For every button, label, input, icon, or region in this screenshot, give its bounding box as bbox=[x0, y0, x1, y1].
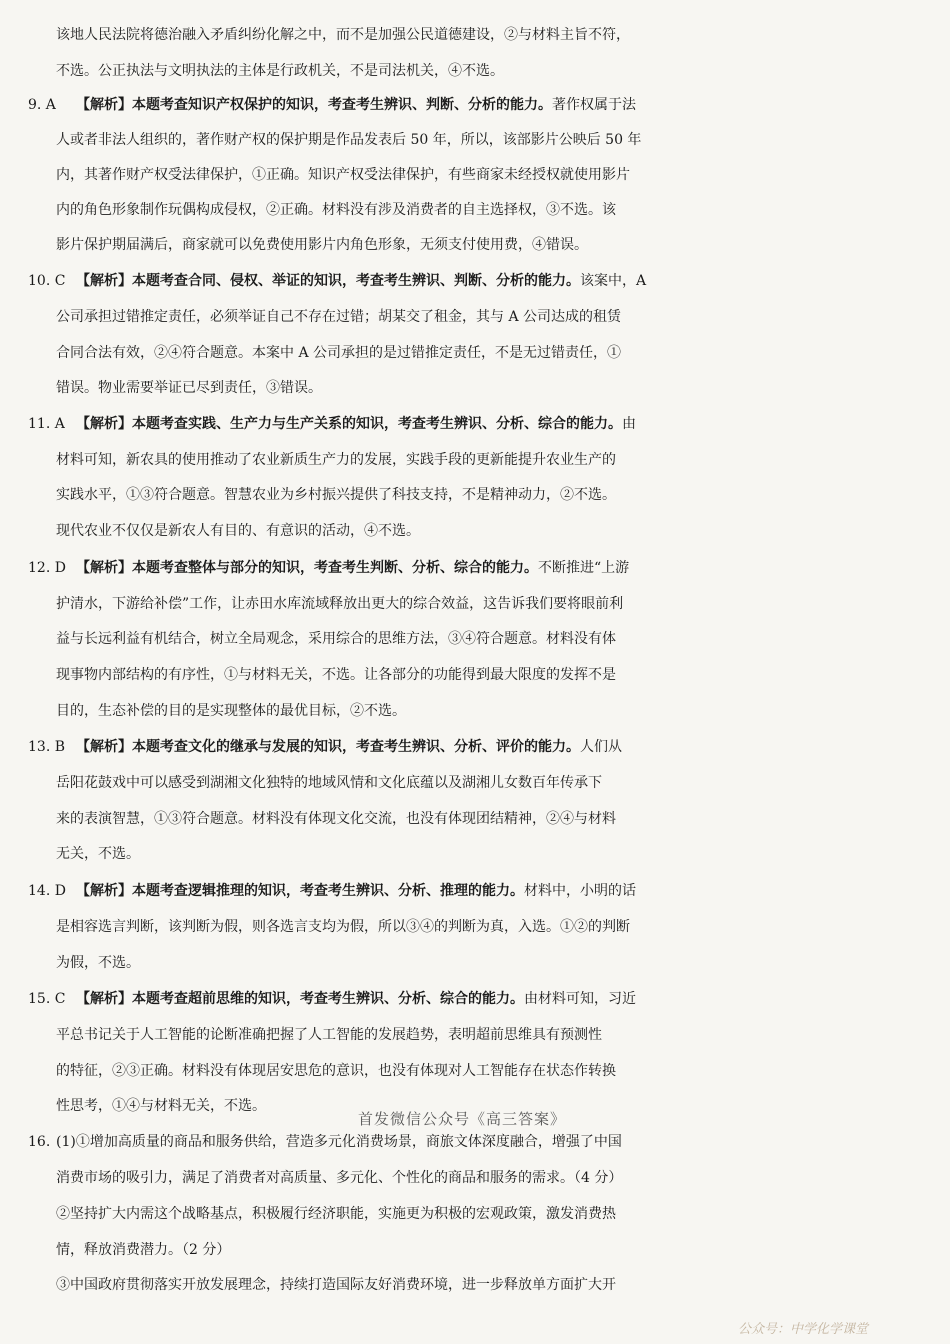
q12-heading: 【解析】本题考查整体与部分的知识，考查考生判断、分析、综合的能力。 bbox=[76, 560, 538, 576]
q12-line-3: 益与长远利益有机结合，树立全局观念，采用综合的思维方法，③④符合题意。材料没有体 bbox=[56, 631, 616, 647]
q9-heading: 【解析】本题考查知识产权保护的知识，考查考生辨识、判断、分析的能力。 bbox=[76, 97, 552, 113]
q15-line-4: 性思考，①④与材料无关，不选。 bbox=[56, 1098, 266, 1114]
q13-line-3: 来的表演智慧，①③符合题意。材料没有体现文化交流，也没有体现团结精神，②④与材料 bbox=[56, 811, 616, 827]
q15-text: 由材料可知，习近 bbox=[524, 991, 636, 1007]
center-watermark: 首发微信公众号《高三答案》 bbox=[358, 1110, 567, 1128]
q13-text: 人们从 bbox=[580, 739, 622, 755]
q16-line-1 bbox=[0, 1127, 950, 1157]
q11-number: 11. A bbox=[28, 416, 65, 432]
q16-line-4: 情，释放消费潜力。（2 分） bbox=[56, 1242, 231, 1258]
q10-line-1 bbox=[0, 266, 950, 296]
q13-number: 13. B bbox=[28, 739, 66, 755]
q10-text: 该案中，A bbox=[580, 273, 647, 289]
q16-line-5: ③中国政府贯彻落实开放发展理念，持续打造国际友好消费环境，进一步释放单方面扩大开 bbox=[56, 1277, 616, 1293]
q13-line-2: 岳阳花鼓戏中可以感受到湖湘文化独特的地域风情和文化底蕴以及湖湘儿女数百年传承下 bbox=[56, 775, 602, 791]
q14-text: 材料中，小明的话 bbox=[524, 883, 636, 899]
q12-line-1 bbox=[0, 553, 950, 583]
q10-line-3: 合同合法有效，②④符合题意。本案中 A 公司承担的是过错推定责任，不是无过错责任，① bbox=[56, 345, 622, 361]
q16-line-3: ②坚持扩大内需这个战略基点，积极履行经济职能，实施更为积极的宏观政策，激发消费热 bbox=[56, 1206, 616, 1222]
q16-text: (1)①增加高质量的商品和服务供给，营造多元化消费场景，商旅文体深度融合，增强了中国 bbox=[56, 1134, 622, 1150]
footer-watermark: 公众号：中学化学课堂 bbox=[738, 1322, 869, 1337]
q11-line-4: 现代农业不仅仅是新农人有目的、有意识的活动，④不选。 bbox=[56, 523, 420, 539]
q14-line-3: 为假，不选。 bbox=[56, 955, 140, 971]
q12-text: 不断推进“上游 bbox=[538, 560, 630, 576]
q10-line-2: 公司承担过错推定责任，必须举证自己不存在过错；胡某交了租金，其与 A 公司达成的租赁 bbox=[56, 309, 622, 325]
q12-line-5: 目的，生态补偿的目的是实现整体的最优目标，②不选。 bbox=[56, 703, 406, 719]
q15-heading: 【解析】本题考查超前思维的知识，考查考生辨识、分析、综合的能力。 bbox=[76, 991, 524, 1007]
intro-line-1: 该地人民法院将德治融入矛盾纠纷化解之中，而不是加强公民道德建设，②与材料主旨不符， bbox=[56, 27, 630, 43]
q11-line-3: 实践水平，①③符合题意。智慧农业为乡村振兴提供了科技支持，不是精神动力，②不选。 bbox=[56, 487, 616, 503]
q9-line-5: 影片保护期届满后，商家就可以免费使用影片内角色形象，无须支付使用费，④错误。 bbox=[56, 237, 588, 253]
q11-heading: 【解析】本题考查实践、生产力与生产关系的知识，考查考生辨识、分析、综合的能力。 bbox=[76, 416, 622, 432]
q12-number: 12. D bbox=[28, 560, 66, 576]
q16-number: 16. bbox=[28, 1134, 51, 1150]
q9-text: 著作权属于法 bbox=[552, 97, 636, 113]
q9-line-3: 内，其著作财产权受法律保护，①正确。知识产权受法律保护，有些商家未经授权就使用影片 bbox=[56, 167, 630, 183]
q16-line-2: 消费市场的吸引力，满足了消费者对高质量、多元化、个性化的商品和服务的需求。（4 分） bbox=[56, 1170, 623, 1186]
q14-number: 14. D bbox=[28, 883, 66, 899]
q15-line-3: 的特征，②③正确。材料没有体现居安思危的意识，也没有体现对人工智能存在状态作转换 bbox=[56, 1063, 616, 1079]
q12-line-4: 现事物内部结构的有序性，①与材料无关，不选。让各部分的功能得到最大限度的发挥不是 bbox=[56, 667, 616, 683]
q11-line-2: 材料可知，新农具的使用推动了农业新质生产力的发展，实践手段的更新能提升农业生产的 bbox=[56, 452, 616, 468]
q14-heading: 【解析】本题考查逻辑推理的知识，考查考生辨识、分析、推理的能力。 bbox=[76, 883, 524, 899]
q10-line-4: 错误。物业需要举证已尽到责任，③错误。 bbox=[56, 380, 322, 396]
q13-heading: 【解析】本题考查文化的继承与发展的知识，考查考生辨识、分析、评价的能力。 bbox=[76, 739, 580, 755]
q13-line-1 bbox=[0, 732, 950, 762]
q11-text: 由 bbox=[622, 416, 636, 432]
q14-line-2: 是相容选言判断，该判断为假，则各选言支均为假，所以③④的判断为真，入选。①②的判断 bbox=[56, 919, 630, 935]
q15-line-1 bbox=[0, 984, 950, 1014]
q13-line-4: 无关，不选。 bbox=[56, 846, 140, 862]
q9-number: 9. A bbox=[28, 97, 56, 113]
q10-number: 10. C bbox=[28, 273, 66, 289]
intro-line-2: 不选。公正执法与文明执法的主体是行政机关，不是司法机关，④不选。 bbox=[56, 63, 504, 79]
q14-line-1 bbox=[0, 876, 950, 906]
q10-heading: 【解析】本题考查合同、侵权、举证的知识，考查考生辨识、判断、分析的能力。 bbox=[76, 273, 580, 289]
q11-line-1 bbox=[0, 409, 950, 439]
q9-line-2: 人或者非法人组织的，著作财产权的保护期是作品发表后 50 年，所以，该部影片公映后 50 年 bbox=[56, 132, 642, 148]
q15-line-2: 平总书记关于人工智能的论断准确把握了人工智能的发展趋势，表明超前思维具有预测性 bbox=[56, 1027, 602, 1043]
q15-number: 15. C bbox=[28, 991, 66, 1007]
q12-line-2: 护清水，下游给补偿”工作，让赤田水库流域释放出更大的综合效益，这告诉我们要将眼前利 bbox=[56, 596, 624, 612]
q9-line-1 bbox=[0, 90, 950, 120]
q9-line-4: 内的角色形象制作玩偶构成侵权，②正确。材料没有涉及消费者的自主选择权，③不选。该 bbox=[56, 202, 616, 218]
